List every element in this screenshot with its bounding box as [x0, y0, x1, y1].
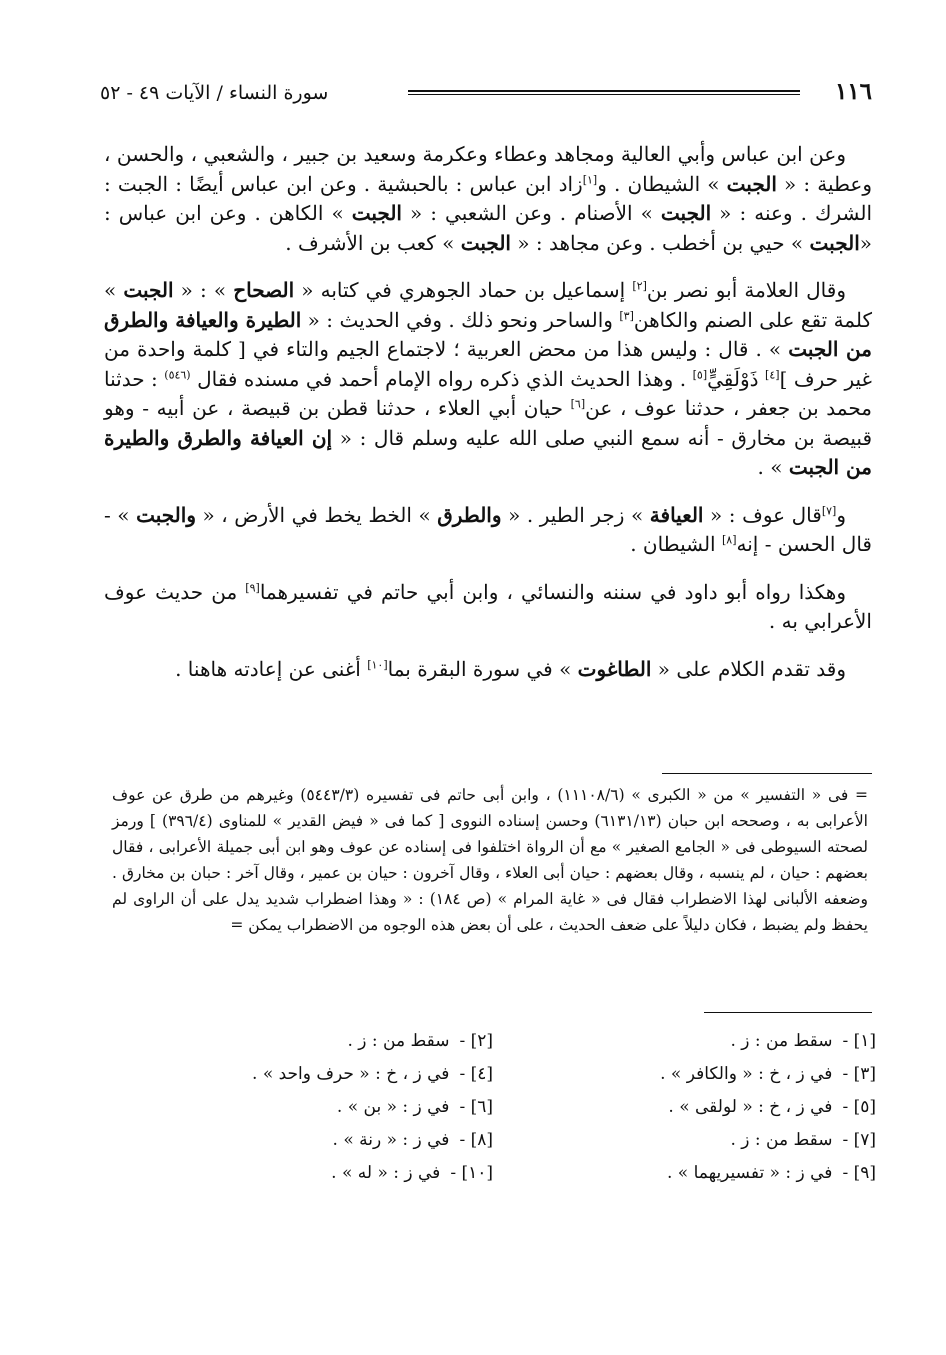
footnote-separator	[662, 773, 872, 774]
footnote-marker: [٧]	[821, 503, 837, 517]
bold-term: الجبت	[460, 230, 511, 255]
note-item	[533, 1026, 876, 1056]
bold-term: إن العيافة والطرق والطيرة من الجبت	[104, 425, 872, 479]
note-text: في ز ، خ : « لولقى » .	[668, 1097, 833, 1117]
note-text: سقط من : ز .	[730, 1130, 833, 1150]
note-text: سقط من : ز .	[730, 1031, 833, 1051]
footnote-marker: [٩]	[245, 580, 260, 594]
main-text	[104, 140, 872, 702]
text-run: حيان أبي العلاء ، حدثنا قطن بن قبيصة ، عن أبيه - وهو قبيصة بن مخارق - أنه سمع النبي صلى الله عليه وسلم قال : «	[104, 396, 873, 450]
text-run: » الكاهن . وعن ابن عباس : «	[104, 201, 872, 255]
note-item	[533, 1059, 876, 1089]
text-run: زاد ابن عباس : بالحبشية . وعن ابن عباس أيضًا : الجبت : الشرك . وعنه : «	[104, 171, 872, 225]
text-run: والساحر ونحو ذلك . وفي الحديث : «	[301, 307, 620, 332]
text-run: » الخط يخط في الأرض ، «	[195, 502, 438, 527]
bold-term: الطاغوت	[577, 656, 652, 681]
note-ref: [٨] -	[459, 1130, 493, 1150]
footnote-marker: [٣]	[619, 308, 634, 322]
paragraph	[104, 140, 872, 258]
footnote-marker: [١]	[582, 172, 598, 186]
text-run: إسماعيل بن حماد الجوهري في كتابه «	[294, 278, 633, 302]
note-ref: [٣] -	[842, 1064, 876, 1084]
text-run: » كلمة تقع على الصنم والكاهن	[104, 278, 873, 332]
bold-term: الجبت	[123, 278, 174, 302]
text-run: » : «	[173, 278, 234, 302]
text-run: » الأصنام . وعن الشعبي : «	[401, 201, 661, 225]
text-run: وقد تقدم الكلام على «	[651, 656, 846, 681]
paragraph	[104, 578, 872, 637]
text-run: وعن ابن عباس وأبي العالية ومجاهد وعطاء وعكرمة وسعيد بن جبير ، والشعبي ، والحسن ، وعطية : «	[104, 142, 872, 196]
textual-notes	[150, 1026, 876, 1188]
note-ref: [١٠] -	[450, 1163, 493, 1183]
text-run: : حدثنا محمد بن جعفر ، حدثنا عوف ، عن	[104, 366, 872, 420]
note-item	[150, 1125, 493, 1155]
text-run: » الشيطان . و	[597, 171, 727, 196]
text-run: » زجر الطير . «	[501, 502, 650, 527]
text-run: » كعب بن الأشرف .	[285, 230, 461, 255]
text-run: وقال العلامة أبو نصر بن	[646, 278, 846, 302]
header-rule	[408, 90, 800, 95]
bold-term: والطرق	[437, 502, 502, 527]
page-number: ١١٦	[834, 78, 872, 105]
paragraph	[104, 276, 872, 483]
note-ref: [٩] -	[842, 1163, 876, 1183]
footnote-marker: [٤]	[765, 367, 780, 381]
note-text: سقط من : ز .	[347, 1031, 450, 1051]
note-text: في ز : « رنة » .	[332, 1130, 450, 1150]
continued-footnote: = فى « التفسير » من « الكبرى » (١١١٠٨/٦) ، وابن أبى حاتم فى تفسيره (٥٤٤٣/٣) وغيرهم من طرق عن عوف الأعرابى به ، وصححه ابن حبان (٦١٣١/١٣) وحسن إسناده النووى [ كما فى « فيض القدير » للمناوى (٣٩٦/٤) ] ورمز لصحته السيوطى فى « الجامع الصغير » مع أن الرواة اختلفوا فى إسناده عن عوف وهو ابن أبى جميلة الأعرابى ، فقال بعضهم : حيان ، لم ينسبه ، وقال بعضهم : حيان أبى العلاء ، وقال آخرون : حيان بن عمير ، وقال آخر : حبان بن مخارق . وضعفه الألبانى لهذا الاضطراب فقال فى « غاية المرام » (ص ١٨٤) : « وهذا اضطراب شديد يدل على أن الراوى لم يحفظ ولم يضبط ، فكان دليلاً على ضعف الحديث ، على أن بعض هذه الوجوه من الاضطراب يمكن =	[112, 786, 868, 934]
footnote-marker: (٥٤٦)	[164, 367, 191, 381]
note-ref: [٧] -	[842, 1130, 876, 1150]
paragraph	[104, 655, 872, 685]
footnote-marker: [٢]	[632, 279, 647, 293]
note-ref: [٥] -	[842, 1097, 876, 1117]
bold-term: الجبت	[726, 171, 777, 196]
note-text: في ز ، خ : « حرف واحد » .	[252, 1064, 450, 1084]
notes-separator	[704, 1012, 872, 1013]
text-run: . وهذا الحديث الذي ذكره رواه الإمام أحمد في مسنده فقال	[190, 366, 693, 391]
footnote-marker: [١٠]	[367, 657, 388, 671]
text-run: وهكذا رواه أبو داود في سننه والنسائي ، وابن أبي حاتم في تفسيرهما	[259, 579, 847, 604]
note-item	[150, 1158, 493, 1188]
footnote-marker: [٥]	[692, 367, 708, 381]
text-run: » .	[757, 455, 789, 479]
bold-term: الطيرة والعيافة والطرق من الجبت	[104, 307, 872, 361]
note-ref: [١] -	[842, 1031, 876, 1051]
text-run: » - قال الحسن - إنه	[104, 502, 872, 556]
paragraph	[104, 501, 872, 560]
note-item	[533, 1092, 876, 1122]
bold-term: العيافة	[649, 502, 704, 527]
note-ref: [٤] -	[459, 1064, 493, 1084]
text-run: الشيطان .	[630, 532, 722, 556]
text-run: » حيي بن أخطب . وعن مجاهد : «	[510, 230, 810, 255]
bold-term: الجبت	[351, 201, 402, 225]
text-run: » في سورة البقرة بما	[387, 656, 578, 681]
text-run: » . قال : وليس هذا من محض العربية ؛ لاجتماع الجيم والتاء في [ كلمة واحدة من غير حرف ]	[104, 337, 872, 391]
text-run: و	[836, 502, 846, 527]
note-item	[150, 1059, 493, 1089]
note-text: في ز ، خ : « والكافر » .	[660, 1064, 833, 1084]
bold-term: الصحاح	[233, 278, 295, 302]
note-item	[150, 1026, 493, 1056]
footnote-marker: [٦]	[570, 397, 586, 411]
text-run: من حديث عوف الأعرابي به .	[104, 579, 872, 633]
running-title: سورة النساء / الآيات ٤٩ - ٥٢	[100, 82, 329, 104]
footnote-marker: [٨]	[721, 533, 737, 547]
note-item	[533, 1158, 876, 1188]
note-ref: [٢] -	[459, 1031, 493, 1051]
note-text: في ز : « بن » .	[336, 1097, 450, 1117]
bold-term: الجبت	[809, 230, 860, 255]
text-run: أغنى عن إعادته هاهنا .	[175, 656, 368, 681]
note-text: في ز : « له » .	[331, 1163, 441, 1183]
note-item	[150, 1092, 493, 1122]
text-run: ذَوْلَقِيٍّ	[707, 366, 766, 391]
bold-term: والجبت	[136, 502, 196, 527]
page-header	[100, 78, 872, 118]
note-text: في ز : « تفسيريهما » .	[666, 1163, 833, 1183]
note-ref: [٦] -	[459, 1097, 493, 1117]
bold-term: الجبت	[660, 201, 712, 225]
text-run: قال عوف : «	[703, 502, 822, 527]
note-item	[533, 1125, 876, 1155]
